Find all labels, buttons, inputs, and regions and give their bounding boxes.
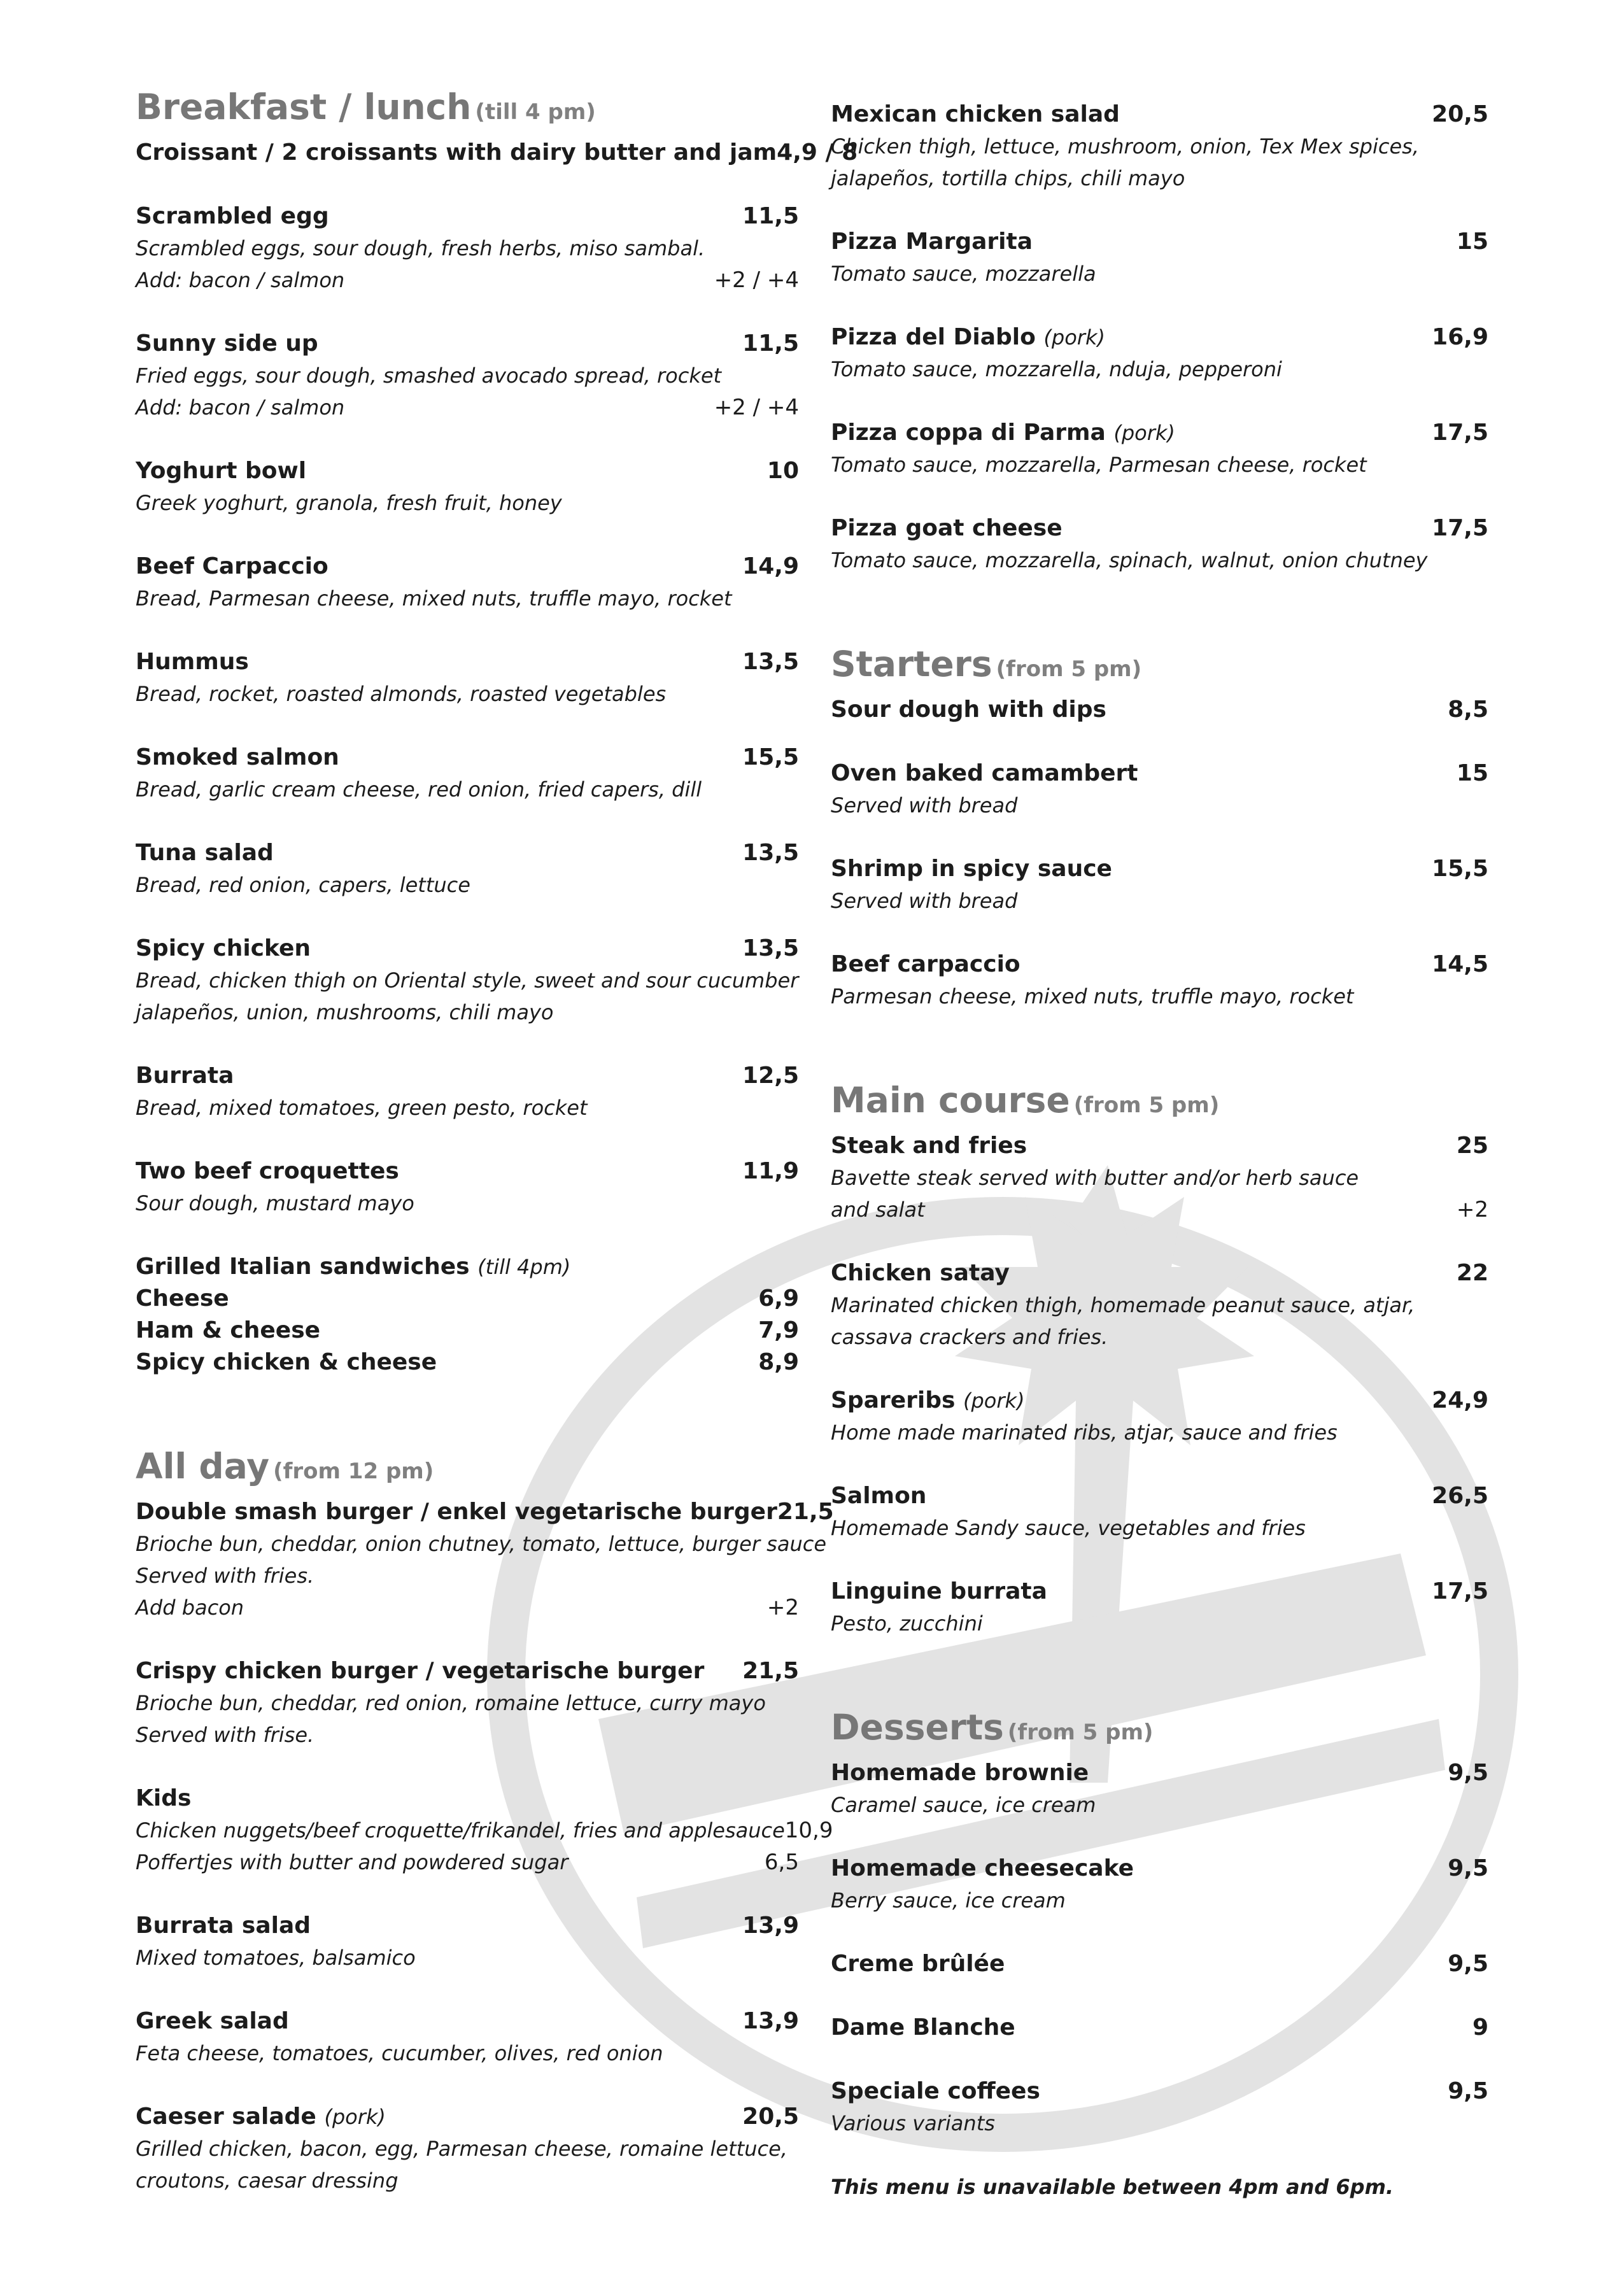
section-title: Starters [831,644,992,684]
item-name-wrap [831,1130,1027,1162]
item-header-row [831,417,1488,449]
item-name-wrap [831,949,1020,980]
menu-item [136,742,799,805]
menu-item [831,1257,1488,1353]
item-price: 9,5 [1448,1855,1488,1881]
item-price: 13,9 [742,1913,799,1939]
item-name: Two beef croquettes [136,1158,399,1184]
item-price: 16,9 [1432,324,1488,350]
item-price: 15,5 [742,744,799,770]
item-price: 9,5 [1448,2078,1488,2104]
item-name: Burrata [136,1063,234,1089]
item-description: Sour dough, mustard mayo [136,1191,414,1215]
item-price: 9 [1472,2014,1488,2041]
item-name-wrap [831,1257,1010,1289]
item-price: 13,5 [742,649,799,675]
section-note: (from 5 pm) [1007,1720,1154,1745]
item-name: Beef Carpaccio [136,553,328,579]
menu-item [136,201,799,296]
item-header-row [831,1757,1488,1789]
menu-item [136,1910,799,1974]
section-title: Main course [831,1080,1070,1121]
menu-item [831,1130,1488,1226]
item-name: Hummus [136,649,249,675]
header-spacer [831,83,1488,99]
kids-option-price: 6,5 [764,1850,799,1875]
sandwich-name: Cheese [136,1285,229,1312]
item-note: (pork) [324,2105,386,2129]
item-extra-price: +2 / +4 [714,395,799,420]
item-name-wrap [831,513,1063,544]
item-description: Tomato sauce, mozzarella [831,262,1096,286]
item-header-row [831,758,1488,789]
item-description: Bread, garlic cream cheese, red onion, fried capers, dill [136,777,702,802]
item-name: Double smash burger / enkel vegetarische burger [136,1499,777,1525]
menu-item [831,949,1488,1012]
item-description-2: croutons, caesar dressing [136,2168,399,2193]
menu-item [136,2101,799,2197]
item-name: Beef carpaccio [831,951,1020,977]
item-description-2: Served with fries. [136,1564,314,1588]
item-name: Homemade cheesecake [831,1855,1134,1881]
menu-item [831,417,1488,481]
item-description: Greek yoghurt, granola, fresh fruit, honey [136,491,562,515]
item-extra-price: +2 [766,1595,799,1620]
item-name-wrap [831,1480,926,1512]
item-price: 17,5 [1432,515,1488,541]
item-description: Bread, Parmesan cheese, mixed nuts, truffle mayo, rocket [136,586,732,611]
item-description: Served with bread [831,889,1018,913]
item-name: Crispy chicken burger / vegetarische burger [136,1658,705,1684]
item-price: 20,5 [742,2104,799,2130]
item-name: Croissant / 2 croissants with dairy butter and jam [136,139,777,166]
footer-note: This menu is unavailable between 4pm and 6pm. [831,2175,1394,2199]
item-description: Grilled chicken, bacon, egg, Parmesan cheese, romaine lettuce, [136,2137,787,2161]
sandwich-price: 6,9 [758,1285,799,1312]
item-price: 4,9 / 8 [777,139,858,166]
item-description: Bread, rocket, roasted almonds, roasted vegetables [136,682,667,706]
menu-item [831,853,1488,917]
item-extra-row [831,1194,1488,1226]
item-name: Smoked salmon [136,744,339,770]
item-name: Yoghurt bowl [136,458,307,484]
item-name: Oven baked camambert [831,760,1138,786]
item-name: Spareribs [831,1387,956,1413]
left-column [136,83,858,2228]
item-name: Kids [136,1785,192,1811]
item-name: Grilled Italian sandwiches [136,1254,470,1280]
item-description: Bread, mixed tomatoes, green pesto, rocket [136,1096,588,1120]
item-description: Homemade Sandy sauce, vegetables and fries [831,1516,1306,1540]
item-name: Linguine burrata [831,1578,1047,1604]
item-description: Brioche bun, cheddar, onion chutney, tomato, lettuce, burger sauce [136,1532,827,1556]
item-price: 8,5 [1448,697,1488,723]
sandwich-name: Spicy chicken & cheese [136,1349,437,1375]
item-price: 15 [1456,229,1488,255]
menu-item [831,99,1488,194]
item-price: 24,9 [1432,1387,1488,1413]
item-name-wrap [831,853,1112,885]
menu-item-sandwiches [136,1251,799,1378]
menu-item [136,1655,799,1751]
item-name: Scrambled egg [136,203,329,229]
item-header-row [831,99,1488,131]
item-name: Mexican chicken salad [831,101,1120,127]
item-description: Tomato sauce, mozzarella, Parmesan cheese, rocket [831,453,1367,477]
item-price: 11,9 [742,1158,799,1184]
section-title-main-course [831,1076,1488,1130]
item-price: 25 [1456,1133,1488,1159]
menu-item [831,1480,1488,1544]
menu-item [831,758,1488,821]
section-note: (from 5 pm) [1073,1093,1220,1118]
menu-item [831,1948,1488,1980]
item-name-wrap [831,1948,1005,1980]
menu-item [831,2012,1488,2044]
item-price: 13,5 [742,935,799,961]
item-header-row [831,1576,1488,1608]
item-header-row [831,853,1488,885]
item-price: 21,5 [742,1658,799,1684]
item-description: Tomato sauce, mozzarella, spinach, walnut, onion chutney [831,548,1428,572]
menu-item [136,551,799,614]
menu-item [136,137,858,169]
item-extra: Add bacon [136,1595,244,1620]
section-note: (from 12 pm) [273,1459,434,1484]
menu-item [831,1757,1488,1821]
item-name-wrap [831,1853,1134,1885]
item-description: Various variants [831,2111,995,2135]
item-name: Pizza coppa di Parma [831,420,1106,446]
menu-item [831,226,1488,290]
item-name: Shrimp in spicy sauce [831,856,1112,882]
item-description: Scrambled eggs, sour dough, fresh herbs, miso sambal. [136,236,705,260]
section-note: (from 5 pm) [996,656,1142,682]
menu-item [831,694,1488,726]
item-name-wrap [831,758,1138,789]
menu-item [136,455,799,519]
item-name-wrap [831,417,1175,449]
item-extra: Add: bacon / salmon [136,395,345,420]
item-extra-price: +2 [1456,1197,1488,1222]
item-name-wrap [831,2076,1040,2107]
item-note: (till 4pm) [477,1255,571,1279]
sandwich-price: 7,9 [758,1317,799,1343]
item-header-row [831,2076,1488,2107]
menu-item [831,2076,1488,2139]
item-name-wrap [831,1757,1089,1789]
menu-item [136,1496,834,1624]
item-description: Bavette steak served with butter and/or herb sauce [831,1166,1359,1190]
item-price: 20,5 [1432,101,1488,127]
item-price: 21,5 [777,1499,834,1525]
item-description-2: Served with frise. [136,1723,314,1747]
kids-option: Chicken nuggets/beef croquette/frikandel, fries and applesauce [136,1818,785,1843]
menu-item [831,1385,1488,1448]
menu-item [136,933,799,1028]
sandwich-name: Ham & cheese [136,1317,321,1343]
item-description-2: jalapeños, tortilla chips, chili mayo [831,166,1185,190]
item-header-row [831,949,1488,980]
section-title-all-day: All day (from 12 pm) [136,1446,434,1487]
item-name-wrap [831,322,1105,353]
item-name: Homemade brownie [831,1760,1089,1786]
item-name: Pizza del Diablo [831,324,1036,350]
item-name-wrap [831,1385,1025,1417]
item-extra-price: +2 / +4 [714,267,799,293]
menu-item [136,1060,799,1124]
item-name: Dame Blanche [831,2014,1015,2041]
sandwich-price: 8,9 [758,1349,799,1375]
section-title: Desserts [831,1707,1004,1748]
item-price: 14,9 [742,553,799,579]
item-extra: Add: bacon / salmon [136,268,345,292]
item-name-wrap [831,694,1106,726]
item-name-wrap [831,1576,1047,1608]
item-price: 11,5 [742,203,799,229]
kids-option: Poffertjes with butter and powdered sugar [136,1850,568,1874]
menu-item [136,646,799,710]
item-description: Marinated chicken thigh, homemade peanut sauce, atjar, [831,1293,1415,1317]
item-description: Berry sauce, ice cream [831,1888,1066,1913]
section-title-starters [831,640,1488,694]
item-description: Fried eggs, sour dough, smashed avocado spread, rocket [136,364,722,388]
item-header-row [831,1853,1488,1885]
item-name: Salmon [831,1483,927,1509]
item-description: Mixed tomatoes, balsamico [136,1946,416,1970]
item-description-2: jalapeños, union, mushrooms, chili mayo [136,1000,554,1024]
item-description: Feta cheese, tomatoes, cucumber, olives, red onion [136,2041,663,2065]
item-header-row [831,1257,1488,1289]
item-name: Chicken satay [831,1260,1010,1286]
item-name-wrap [831,99,1120,131]
item-price: 10 [766,458,799,484]
menu-item [831,1853,1488,1916]
item-price: 9,5 [1448,1951,1488,1977]
item-price: 13,5 [742,840,799,866]
item-description: Brioche bun, cheddar, red onion, romaine lettuce, curry mayo [136,1691,766,1715]
item-description: Bread, red onion, capers, lettuce [136,873,470,897]
item-description: Caramel sauce, ice cream [831,1793,1096,1817]
item-price: 22 [1456,1260,1488,1286]
item-description: Home made marinated ribs, atjar, sauce and fries [831,1420,1338,1445]
item-price: 17,5 [1432,420,1488,446]
section-note: (till 4 pm) [475,99,596,125]
menu-item [136,328,799,423]
menu-item [831,322,1488,385]
item-name: Sunny side up [136,330,318,357]
menu-item [136,1156,799,1219]
item-name: Caeser salade [136,2104,316,2130]
item-description: Served with bread [831,793,1018,817]
section-title-breakfast: Breakfast / lunch (till 4 pm) [136,87,596,127]
item-name: Greek salad [136,2008,289,2034]
item-price: 17,5 [1432,1578,1488,1604]
item-description: Chicken thigh, lettuce, mushroom, onion, Tex Mex spices, [831,134,1419,159]
item-note: (pork) [963,1389,1025,1413]
item-name: Creme brûlée [831,1951,1005,1977]
item-description: Tomato sauce, mozzarella, nduja, pepperoni [831,357,1282,381]
item-header-row [831,2012,1488,2044]
menu-item [831,1576,1488,1639]
item-name-wrap [831,2012,1015,2044]
item-price: 14,5 [1432,951,1488,977]
item-description: Bread, chicken thigh on Oriental style, sweet and sour cucumber [136,968,799,993]
item-header-row [831,1480,1488,1512]
item-price: 15 [1456,760,1488,786]
item-note: (pork) [1113,421,1175,445]
item-header-row [831,322,1488,353]
item-name: Sour dough with dips [831,697,1106,723]
item-name: Tuna salad [136,840,274,866]
item-description: Pesto, zucchini [831,1611,983,1636]
menu-item [136,837,799,901]
menu-item [136,2006,799,2069]
item-name: Pizza goat cheese [831,515,1063,541]
item-note: (pork) [1043,325,1105,350]
item-name: Burrata salad [136,1913,311,1939]
item-name: Steak and fries [831,1133,1027,1159]
item-price: 15,5 [1432,856,1488,882]
item-price: 13,9 [742,2008,799,2034]
item-description: Parmesan cheese, mixed nuts, truffle mayo, rocket [831,984,1354,1008]
item-name-wrap [831,226,1033,258]
item-price: 12,5 [742,1063,799,1089]
item-header-row [831,1130,1488,1162]
section-title-desserts [831,1703,1488,1757]
item-header-row [831,513,1488,544]
item-header-row [831,1385,1488,1417]
right-column [831,83,1488,2203]
item-price: 11,5 [742,330,799,357]
item-price: 26,5 [1432,1483,1488,1509]
item-price: 9,5 [1448,1760,1488,1786]
kids-option-price: 10,9 [784,1818,833,1843]
item-name: Speciale coffees [831,2078,1040,2104]
menu-item [831,513,1488,576]
item-header-row [831,694,1488,726]
item-name: Pizza Margarita [831,229,1033,255]
item-description-2: cassava crackers and fries. [831,1325,1108,1349]
item-extra: and salat [831,1198,925,1222]
menu-item-kids [136,1783,833,1878]
item-name: Spicy chicken [136,935,311,961]
item-header-row [831,226,1488,258]
item-header-row [831,1948,1488,1980]
